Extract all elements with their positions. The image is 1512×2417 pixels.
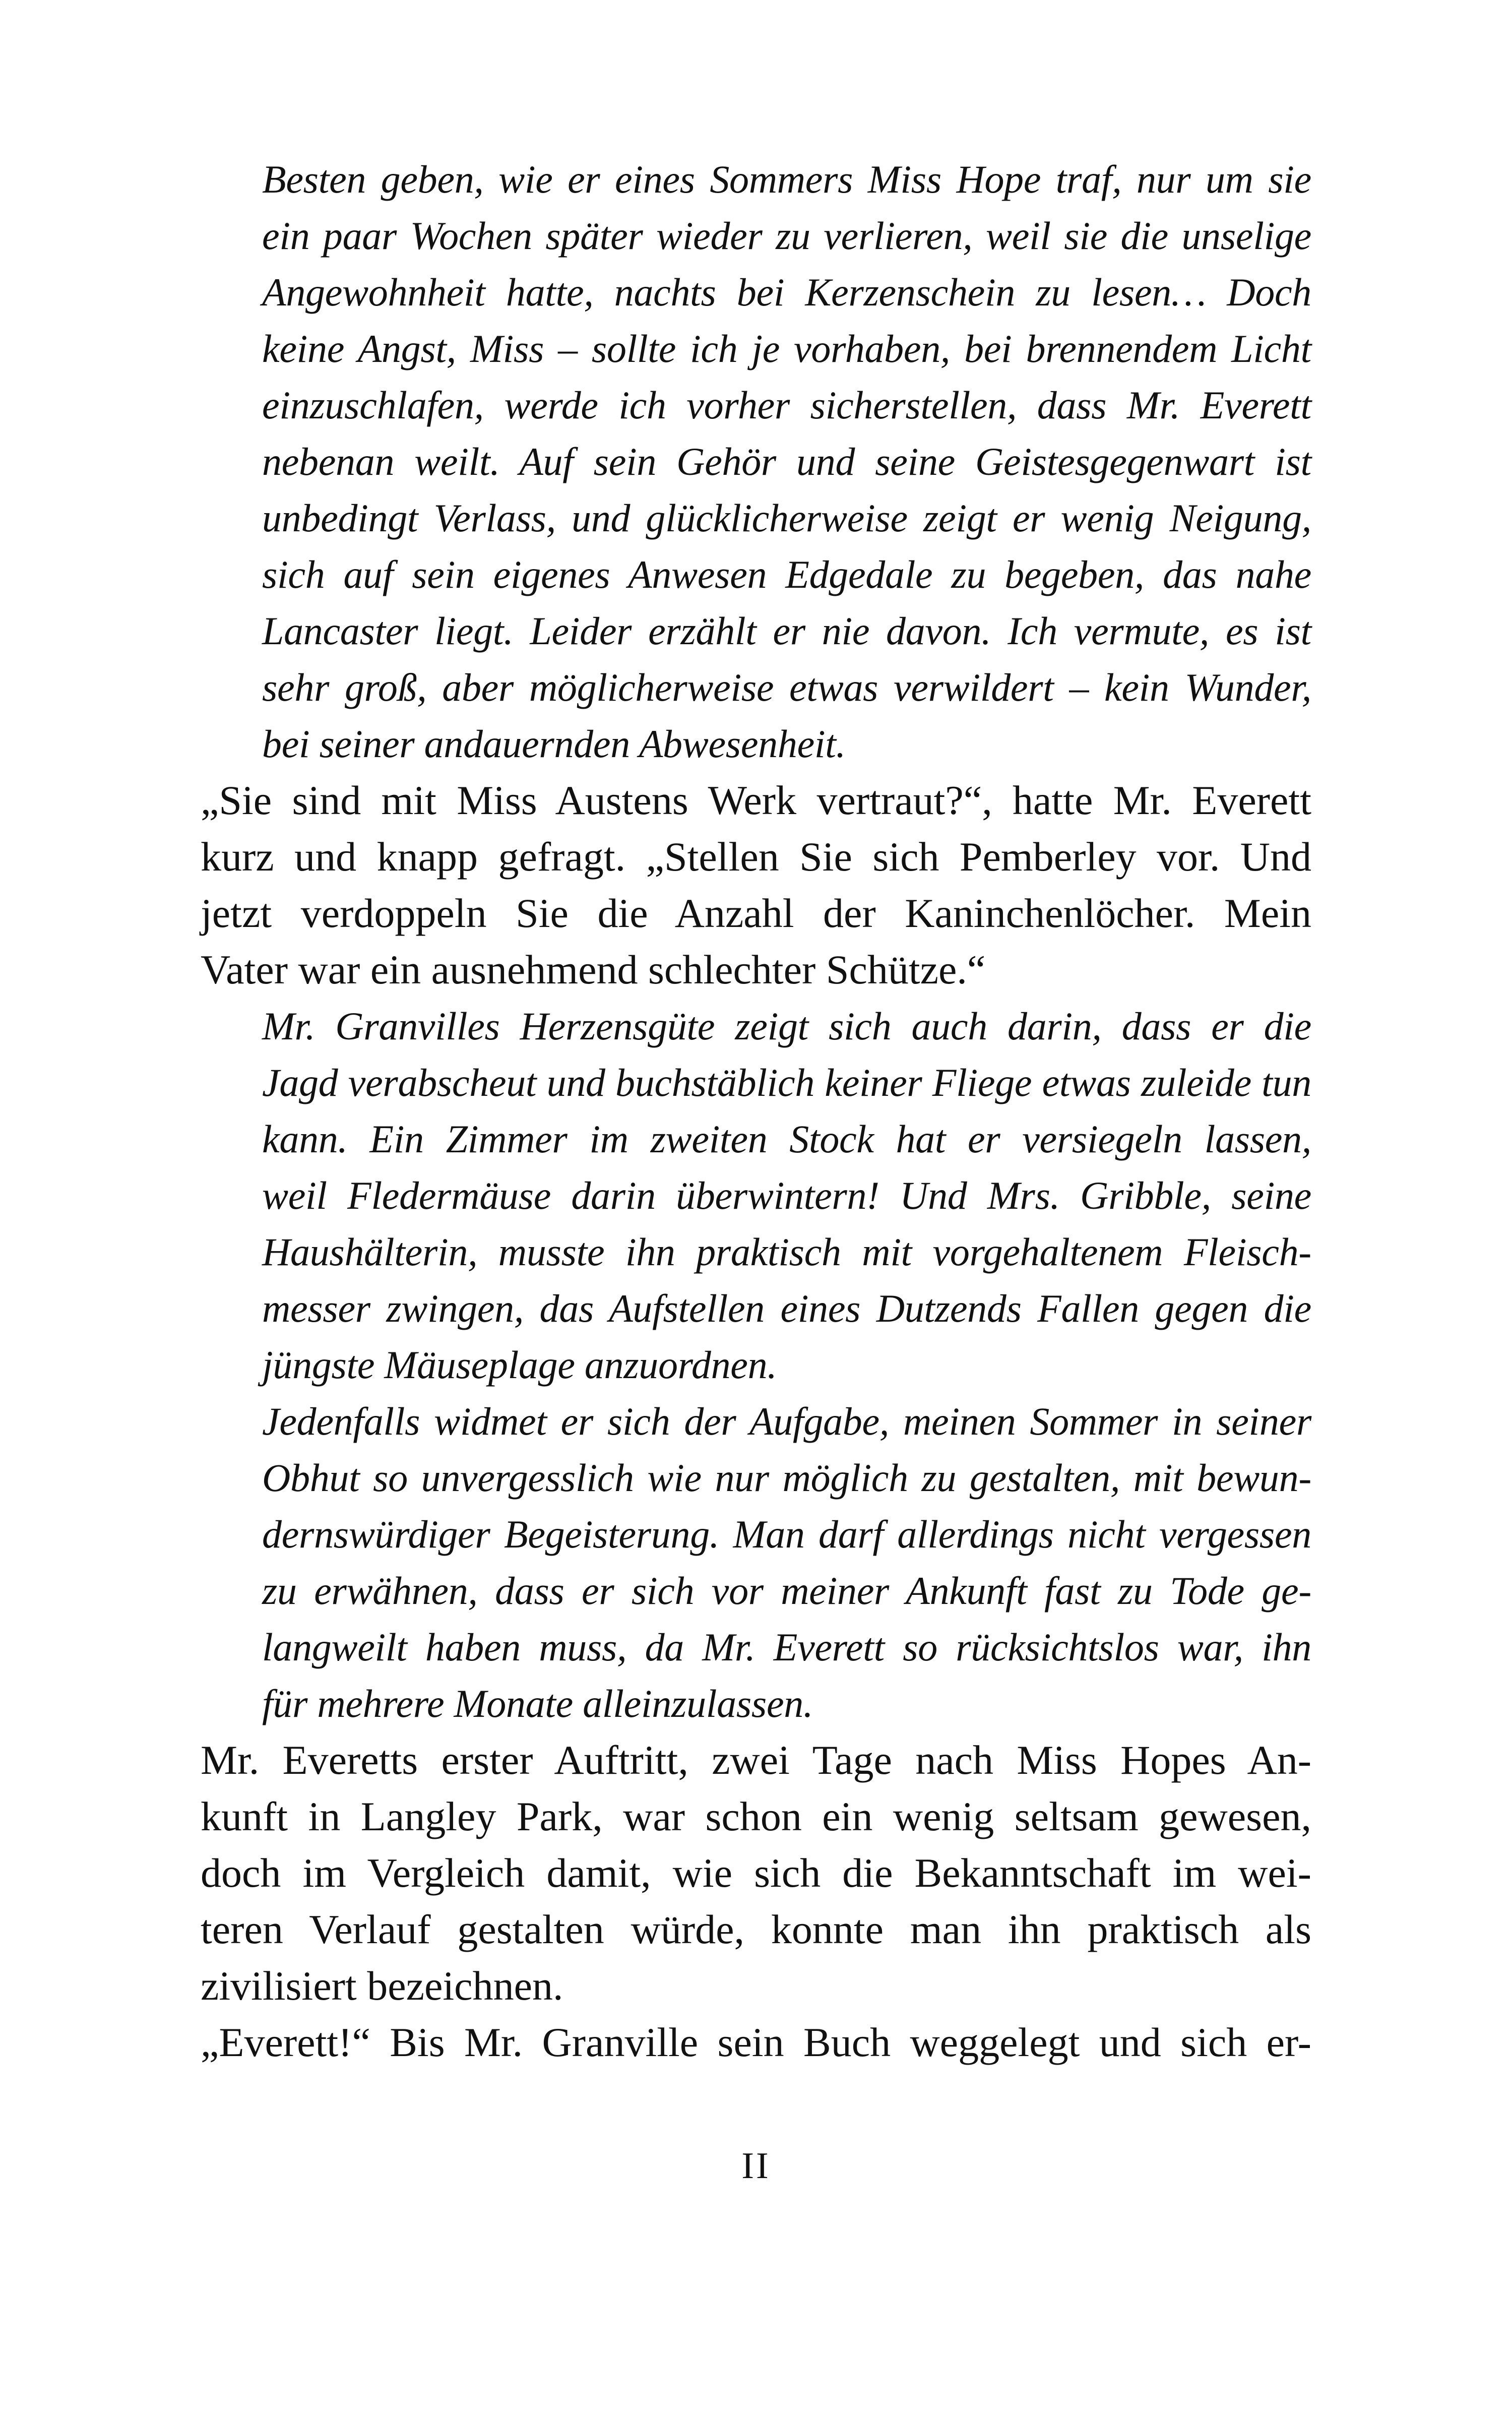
- text-line: jetzt verdoppeln Sie die Anzahl der Kaninchenlöcher. Mein: [201, 890, 1311, 936]
- text-line: kunft in Langley Park, war schon ein wenig seltsam gewesen,: [201, 1793, 1311, 1839]
- page-text: [201, 151, 1311, 2071]
- text-line: Haushälterin, musste ihn praktisch mit vorgehaltenem Fleisch-: [262, 1230, 1311, 1274]
- italic-paragraph-letter-excerpt-3: [201, 1393, 1311, 1732]
- text-line: zivilisiert bezeichnen.: [201, 1963, 563, 2009]
- text-line: Mr. Everetts erster Auftritt, zwei Tage nach Miss Hopes An-: [201, 1737, 1311, 1783]
- text-line: für mehrere Monate alleinzulassen.: [262, 1682, 813, 1725]
- roman-paragraph-narration: [201, 1732, 1311, 2014]
- text-line: kann. Ein Zimmer im zweiten Stock hat er versiegeln lassen,: [262, 1117, 1311, 1161]
- text-line: zu erwähnen, dass er sich vor meiner Ankunft fast zu Tode ge-: [262, 1569, 1311, 1613]
- text-line: unbedingt Verlass, und glücklicherweise zeigt er wenig Neigung,: [262, 496, 1311, 540]
- text-line: Mr. Granvilles Herzensgüte zeigt sich auch darin, dass er die: [262, 1004, 1311, 1048]
- text-line: „Everett!“ Bis Mr. Granville sein Buch weggelegt und sich er-: [201, 2019, 1311, 2065]
- text-line: teren Verlauf gestalten würde, konnte man ihn praktisch als: [201, 1906, 1311, 1952]
- text-line: nebenan weilt. Auf sein Gehör und seine Geistesgegenwart ist: [262, 440, 1311, 483]
- roman-paragraph-dialogue-1: [201, 772, 1311, 998]
- text-line: Jagd verabscheut und buchstäblich keiner Fliege etwas zuleide tun: [262, 1061, 1311, 1104]
- text-line: Jedenfalls widmet er sich der Aufgabe, meinen Sommer in seiner: [262, 1399, 1311, 1443]
- text-line: keine Angst, Miss – sollte ich je vorhaben, bei brennendem Licht: [262, 327, 1311, 370]
- text-line: Besten geben, wie er eines Sommers Miss Hope traf, nur um sie: [262, 157, 1311, 201]
- text-line: kurz und knapp gefragt. „Stellen Sie sich Pemberley vor. Und: [201, 834, 1311, 880]
- text-line: sehr groß, aber möglicherweise etwas verwildert – kein Wunder,: [262, 665, 1311, 709]
- text-line: sich auf sein eigenes Anwesen Edgedale zu begeben, das nahe: [262, 552, 1311, 596]
- text-line: doch im Vergleich damit, wie sich die Bekanntschaft im wei-: [201, 1850, 1311, 1896]
- text-line: langweilt haben muss, da Mr. Everett so rücksichtslos war, ihn: [262, 1625, 1311, 1669]
- page-number: II: [741, 2145, 771, 2187]
- text-line: Angewohnheit hatte, nachts bei Kerzenschein zu lesen… Doch: [262, 270, 1311, 314]
- text-line: messer zwingen, das Aufstellen eines Dutzends Fallen gegen die: [262, 1286, 1311, 1330]
- text-line: bei seiner andauernden Abwesenheit.: [262, 722, 846, 766]
- text-line: einzuschlafen, werde ich vorher sicherstellen, dass Mr. Everett: [262, 383, 1311, 427]
- italic-paragraph-letter-excerpt-2: [201, 998, 1311, 1393]
- text-line: Lancaster liegt. Leider erzählt er nie davon. Ich vermute, es ist: [262, 609, 1311, 653]
- text-line: ein paar Wochen später wieder zu verlieren, weil sie die unselige: [262, 214, 1311, 258]
- text-line: Vater war ein ausnehmend schlechter Schütze.“: [201, 947, 986, 993]
- text-line: dernswürdiger Begeisterung. Man darf allerdings nicht vergessen: [262, 1512, 1311, 1556]
- italic-paragraph-letter-excerpt-1: [201, 151, 1311, 772]
- text-line: jüngste Mäuseplage anzuordnen.: [262, 1343, 777, 1387]
- text-line: „Sie sind mit Miss Austens Werk vertraut?“, hatte Mr. Everett: [201, 777, 1311, 823]
- text-line: weil Fledermäuse darin überwintern! Und Mrs. Gribble, seine: [262, 1173, 1311, 1217]
- roman-paragraph-dialogue-2: [201, 2014, 1311, 2071]
- text-line: Obhut so unvergesslich wie nur möglich zu gestalten, mit bewun-: [262, 1456, 1311, 1500]
